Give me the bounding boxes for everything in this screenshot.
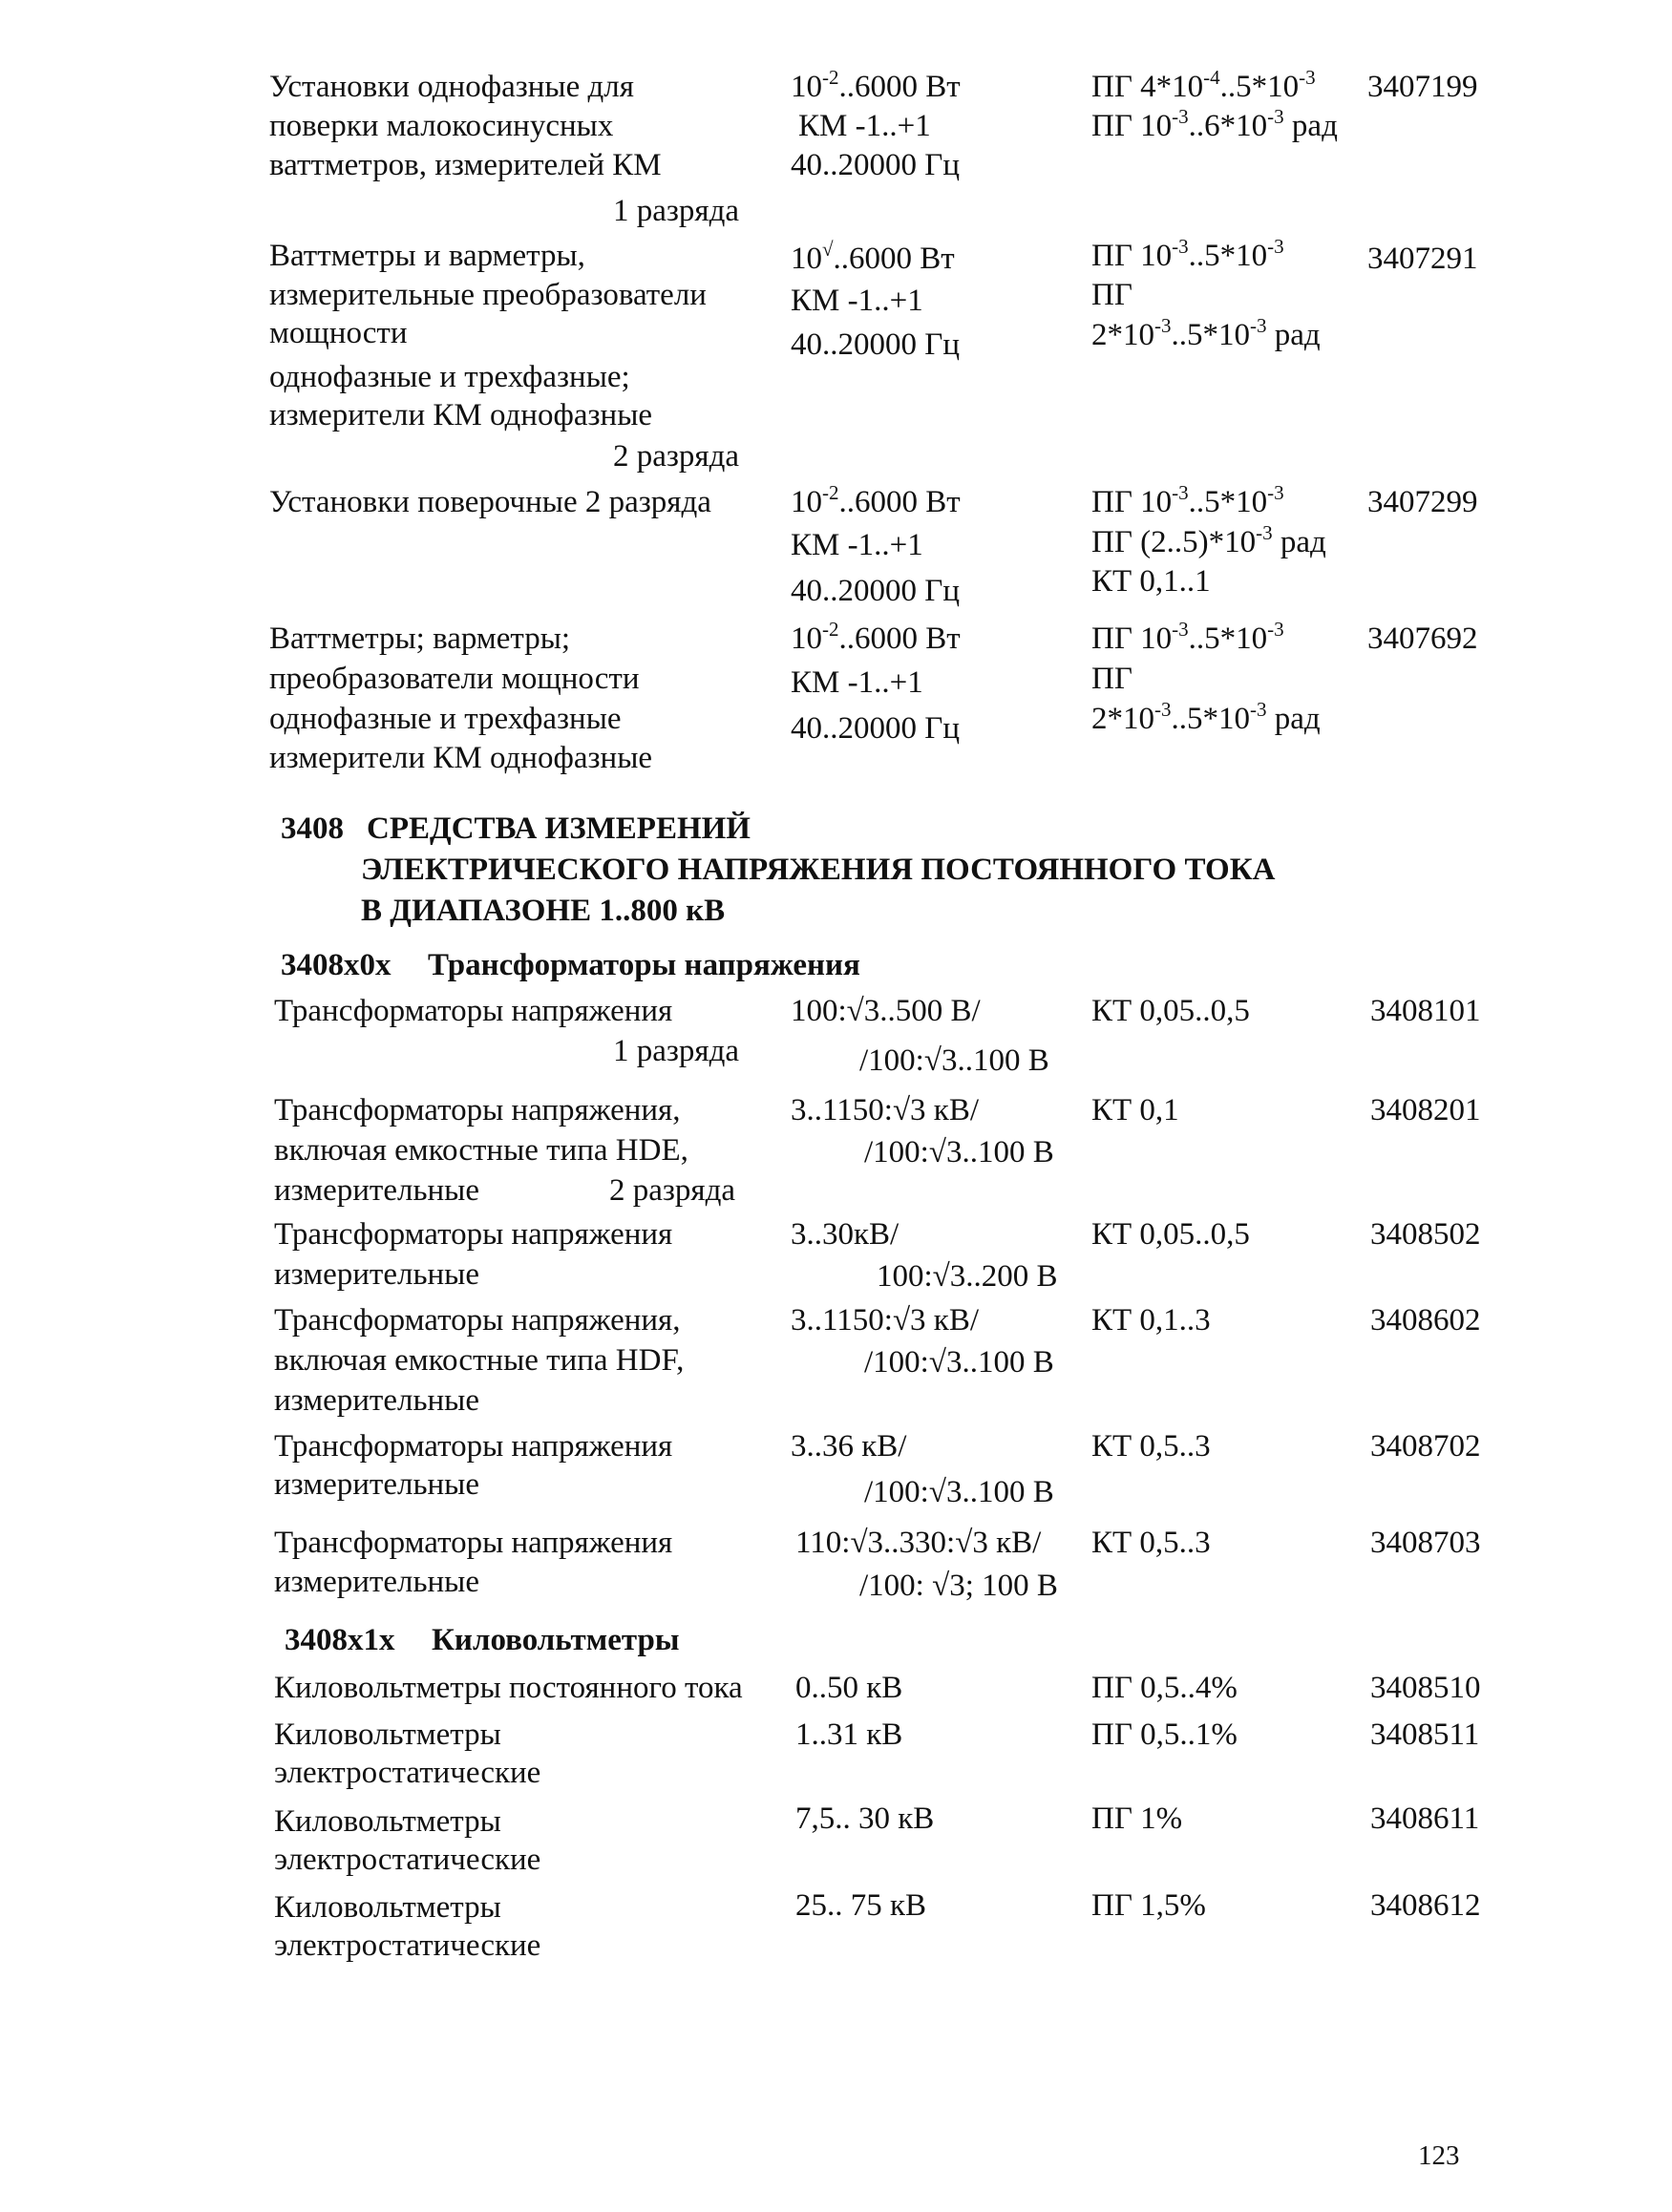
row-3408201-code: 3408201 <box>1370 1093 1481 1127</box>
row-3408511-desc-line-2: электростатические <box>274 1756 541 1790</box>
page-number: 123 <box>1418 2140 1460 2171</box>
row-3407291-desc-line-5: измерители КМ однофазные <box>269 398 653 432</box>
row-3408201-range-line-2: /100:√3..100 В <box>864 1135 1054 1169</box>
row-3407692-range-power: $10^{-2}..6000$ Вт <box>791 618 961 656</box>
row-3408703-range-line-1: 110:√3..330:√3 кВ/ <box>795 1526 1042 1560</box>
row-3408201-range-line-1: 3..1150:√3 кВ/ <box>791 1093 980 1127</box>
row-3408602-class: КТ 0,1..3 <box>1091 1303 1211 1338</box>
row-3407199-grade: 1 разряда <box>613 194 740 228</box>
row-3408101-range-line-2: /100:√3..100 В <box>859 1043 1049 1078</box>
row-3408510-code: 3408510 <box>1370 1671 1481 1705</box>
row-3408502-desc-line-2: измерительные <box>274 1257 479 1292</box>
row-3408702-desc-line-1: Трансформаторы напряжения <box>274 1429 673 1464</box>
subsection-kilovoltmeters-code: 3408х1х <box>285 1623 395 1657</box>
row-3407199-range-freq: 40..20000 Гц <box>791 148 960 182</box>
row-3407291-code: 3407291 <box>1367 242 1478 276</box>
row-3408612-desc-line-1: Киловольтметры <box>274 1890 501 1925</box>
row-3408502-range-line-1: 3..30кВ/ <box>791 1217 899 1252</box>
row-3408101-grade: 1 разряда <box>613 1034 740 1068</box>
row-3408703-class: КТ 0,5..3 <box>1091 1526 1211 1560</box>
row-3407199-desc-line-3: ваттметров, измерителей КМ <box>269 148 662 182</box>
row-3408611-desc-line-2: электростатические <box>274 1843 541 1877</box>
subsection-voltage-transformers-code: 3408х0х <box>281 948 392 982</box>
row-3408702-range-line-2: /100:√3..100 В <box>864 1475 1054 1509</box>
row-3407199-desc-line-1: Установки однофазные для <box>269 70 634 104</box>
row-3408602-code: 3408602 <box>1370 1303 1481 1338</box>
row-3408502-code: 3408502 <box>1370 1217 1481 1252</box>
row-3408602-desc-line-3: измерительные <box>274 1383 479 1418</box>
row-3408612-code: 3408612 <box>1370 1888 1481 1923</box>
row-3408611-desc-line-1: Киловольтметры <box>274 1804 501 1839</box>
row-3407692-desc-line-1: Ваттметры; варметры; <box>269 621 571 656</box>
row-3408602-range-line-2: /100:√3..100 В <box>864 1345 1054 1380</box>
row-3407299-code: 3407299 <box>1367 485 1478 519</box>
row-3408611-class: ПГ 1% <box>1091 1801 1183 1836</box>
row-3407692-range-km: КМ -1..+1 <box>791 665 923 700</box>
row-3407692-code: 3407692 <box>1367 621 1478 656</box>
row-3408510-range: 0..50 кВ <box>795 1671 903 1705</box>
row-3408201-grade: 2 разряда <box>609 1173 736 1208</box>
row-3407291-desc-line-3: мощности <box>269 316 408 350</box>
row-3408602-range-line-1: 3..1150:√3 кВ/ <box>791 1303 980 1338</box>
row-3408612-class: ПГ 1,5% <box>1091 1888 1206 1923</box>
row-3408101-class: КТ 0,05..0,5 <box>1091 994 1250 1028</box>
row-3408101-code: 3408101 <box>1370 994 1481 1028</box>
row-3408201-desc-line-2: включая емкостные типа HDE, <box>274 1133 688 1168</box>
row-3407291-class-line-2: ПГ <box>1091 278 1132 312</box>
row-3407692-class-line-2: ПГ <box>1091 662 1132 696</box>
row-3407199-code: 3407199 <box>1367 70 1478 104</box>
row-3408611-range: 7,5.. 30 кВ <box>795 1801 935 1836</box>
row-3408101-range-line-1: 100:√3..500 В/ <box>791 994 981 1028</box>
row-3407199-class-line-2: ПГ $10^{-3}..6*10^{-3}$ рад <box>1091 105 1338 143</box>
row-3407692-desc-line-2: преобразователи мощности <box>269 662 640 696</box>
row-3407291-class-line-3: $2*10^{-3}..5*10^{-3}$ рад <box>1091 314 1321 352</box>
row-3408511-class: ПГ 0,5..1% <box>1091 1717 1238 1752</box>
row-3407299-class-line-1: ПГ $10^{-3}..5*10^{-3}$ <box>1091 481 1284 519</box>
row-3407291-class-line-1: ПГ $10^{-3}..5*10^{-3}$ <box>1091 235 1284 273</box>
section-number: 3408 <box>281 811 344 846</box>
subsection-voltage-transformers-title: Трансформаторы напряжения <box>428 948 860 982</box>
row-3408511-code: 3408511 <box>1370 1717 1480 1752</box>
row-3408703-code: 3408703 <box>1370 1526 1481 1560</box>
row-3407199-range-power: $10^{-2}..6000$ Вт <box>791 66 961 104</box>
row-3407692-class-line-3: $2*10^{-3}..5*10^{-3}$ рад <box>1091 698 1321 736</box>
row-3407299-range-km: КМ -1..+1 <box>791 528 923 562</box>
row-3407299-range-power: $10^{-2}..6000$ Вт <box>791 481 961 519</box>
row-3407299-range-freq: 40..20000 Гц <box>791 574 960 608</box>
row-3407291-range-power: 10√..6000 Вт <box>791 238 955 276</box>
row-3408702-range-line-1: 3..36 кВ/ <box>791 1429 907 1464</box>
row-3408511-desc-line-1: Киловольтметры <box>274 1717 501 1752</box>
row-3408502-class: КТ 0,05..0,5 <box>1091 1217 1250 1252</box>
row-3407299-class-line-2: ПГ $(2..5)*10^{-3}$ рад <box>1091 521 1326 559</box>
row-3408611-code: 3408611 <box>1370 1801 1480 1836</box>
row-3407692-desc-line-4: измерители КМ однофазные <box>269 741 653 775</box>
row-3408703-range-line-2: /100: √3; 100 В <box>859 1569 1058 1603</box>
row-3407291-desc-line-4: однофазные и трехфазные; <box>269 360 630 394</box>
row-3408602-desc-line-1: Трансформаторы напряжения, <box>274 1303 681 1338</box>
row-3407291-desc-line-2: измерительные преобразователи <box>269 278 707 312</box>
row-3408502-desc-line-1: Трансформаторы напряжения <box>274 1217 673 1252</box>
row-3407199-range-km: КМ -1..+1 <box>798 109 931 143</box>
section-title-line-2: ЭЛЕКТРИЧЕСКОГО НАПРЯЖЕНИЯ ПОСТОЯННОГО ТОКА <box>361 853 1276 887</box>
row-3408602-desc-line-2: включая емкостные типа HDF, <box>274 1343 685 1378</box>
row-3408702-class: КТ 0,5..3 <box>1091 1429 1211 1464</box>
row-3408502-range-line-2: 100:√3..200 В <box>877 1259 1058 1294</box>
row-3408703-desc-line-1: Трансформаторы напряжения <box>274 1526 673 1560</box>
row-3408702-code: 3408702 <box>1370 1429 1481 1464</box>
row-3407692-class-line-1: ПГ $10^{-3}..5*10^{-3}$ <box>1091 618 1284 656</box>
row-3408612-range: 25.. 75 кВ <box>795 1888 927 1923</box>
row-3408510-desc-line-1: Киловольтметры постоянного тока <box>274 1671 743 1705</box>
row-3407291-range-freq: 40..20000 Гц <box>791 327 960 362</box>
row-3407299-class-line-3: КТ 0,1..1 <box>1091 564 1211 599</box>
row-3408511-range: 1..31 кВ <box>795 1717 903 1752</box>
section-title-line-1: СРЕДСТВА ИЗМЕРЕНИЙ <box>367 811 751 846</box>
row-3408101-desc-line-1: Трансформаторы напряжения <box>274 994 673 1028</box>
row-3407291-grade: 2 разряда <box>613 439 740 474</box>
row-3408201-desc-line-1: Трансформаторы напряжения, <box>274 1093 681 1127</box>
subsection-kilovoltmeters-title: Киловольтметры <box>432 1623 680 1657</box>
section-title-line-3: В ДИАПАЗОНЕ 1..800 кВ <box>361 894 726 928</box>
row-3408201-desc-line-3: измерительные <box>274 1173 479 1208</box>
row-3407291-desc-line-1: Ваттметры и варметры, <box>269 239 585 273</box>
row-3408612-desc-line-2: электростатические <box>274 1928 541 1963</box>
row-3408703-desc-line-2: измерительные <box>274 1565 479 1599</box>
row-3407291-range-km: КМ -1..+1 <box>791 284 923 318</box>
row-3408201-class: КТ 0,1 <box>1091 1093 1179 1127</box>
row-3407692-range-freq: 40..20000 Гц <box>791 711 960 746</box>
row-3407692-desc-line-3: однофазные и трехфазные <box>269 702 622 736</box>
row-3407199-desc-line-2: поверки малокосинусных <box>269 109 614 143</box>
row-3407299-desc-line-1: Установки поверочные 2 разряда <box>269 485 711 519</box>
row-3408702-desc-line-2: измерительные <box>274 1467 479 1502</box>
row-3408510-class: ПГ 0,5..4% <box>1091 1671 1238 1705</box>
row-3407199-class-line-1: ПГ $4*10^{-4}..5*10^{-3}$ <box>1091 66 1316 104</box>
